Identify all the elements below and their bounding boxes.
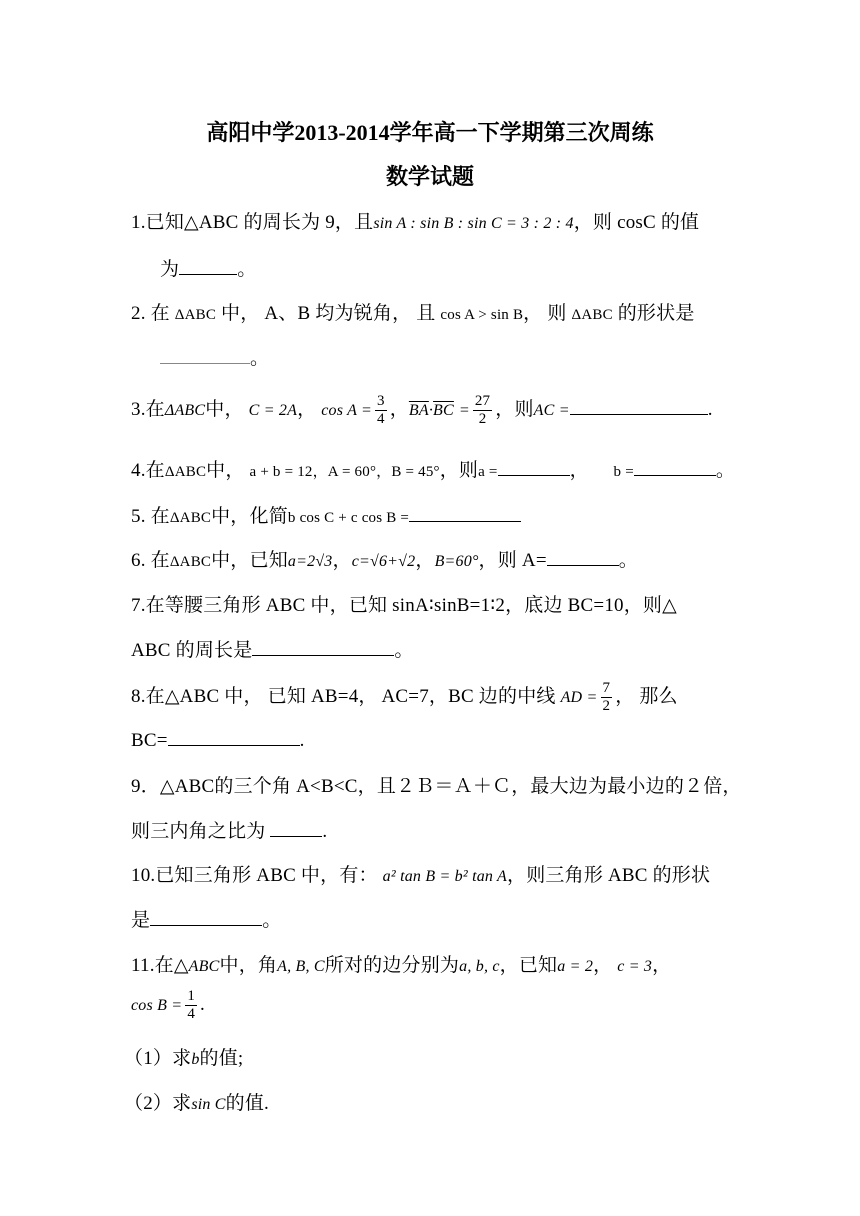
question-8-line-2: BC= . — [131, 727, 305, 752]
question-5-line: 5. 在ΔABC中，化简b cos C + c cos B = — [131, 501, 521, 528]
question-11-part-1: （1）求b的值; — [124, 1048, 244, 1069]
q11-fraction-1-4: $\frac{1}{4}$ — [187, 988, 196, 1022]
question-7-line-1: 7.在等腰三角形 ABC 中，已知 sinA∶sinB=1∶2，底边 BC=10，则△ — [131, 595, 677, 616]
question-9-line-2: 则三内角之比为 . — [131, 816, 327, 843]
question-7-line-2: ABC 的周长是 。 — [131, 635, 414, 662]
q6-answer-blank[interactable] — [547, 547, 619, 566]
q10-equation: a² tan B = b² tan A — [382, 868, 508, 885]
question-1-line-2: 为 。 — [160, 254, 256, 281]
question-10-line-2: 是 。 — [131, 905, 281, 932]
question-11-line-1: 11.在△ABC中，角A, B, C所对的边分别为a, b, c，已知a = 2， c = 3， — [131, 955, 672, 976]
question-3-line: 3.在ΔABC中， C = 2A， cos A = $\frac{3}{4}$ ，$\overline{BA}\cdot\overline{BC}$ = $\frac{27}{2}$ ，则AC = . — [131, 393, 713, 427]
question-10-line-1: 10.已知三角形 ABC 中，有： a² tan B = b² tan A，则三角形 ABC 的形状 — [131, 865, 711, 886]
question-2-line-2: 。 — [160, 343, 269, 370]
q9-answer-blank[interactable] — [270, 818, 322, 837]
q2-answer-blank[interactable] — [160, 345, 250, 364]
question-2-line-1: 2. 在 ΔABC 中， A、B 均为锐角， 且 cos A > sin B， 则 ΔABC 的形状是 — [131, 303, 695, 324]
q5-answer-blank[interactable] — [409, 503, 521, 522]
q4-a-answer-blank[interactable] — [498, 457, 570, 476]
question-8-line-1: 8.在△ABC 中， 已知 AB=4， AC=7，BC 边的中线 AD = $\frac{7}{2}$ ， 那么 — [131, 680, 678, 714]
page-subtitle: 数学试题 — [385, 164, 474, 189]
question-11-part-2: （2）求sin C的值. — [124, 1093, 270, 1114]
q3-fraction-27-2: $\frac{27}{2}$ — [474, 393, 491, 427]
question-6-line: 6. 在ΔABC中，已知a=2√3，c=√6+√2，B=60°，则 A= 。 — [131, 545, 638, 572]
page-title: 高阳中学2013-2014学年高一下学期第三次周练 — [206, 120, 654, 145]
q8-fraction-7-2: $\frac{7}{2}$ — [602, 680, 611, 714]
q1-answer-blank[interactable] — [179, 256, 237, 275]
question-1-line-1: 1.已知△ABC 的周长为 9，且sin A : sin B : sin C = 3 : 2 : 4，则 cosC 的值 — [131, 212, 700, 233]
q3-fraction-3-4: $\frac{3}{4}$ — [376, 393, 385, 427]
q4-b-answer-blank[interactable] — [634, 457, 716, 476]
q10-answer-blank[interactable] — [150, 907, 262, 926]
q1-ratio-math: sin A : sin B : sin C = 3 : 2 : 4 — [373, 215, 574, 232]
q7-answer-blank[interactable] — [252, 637, 394, 656]
question-11-line-2: cos B = $\frac{1}{4}$ . — [131, 988, 205, 1022]
q3-answer-blank[interactable] — [570, 396, 708, 415]
q8-answer-blank[interactable] — [168, 727, 300, 746]
question-9-line-1: 9．△ABC的三个角 A<B<C，且２Ｂ＝Ａ＋Ｃ，最大边为最小边的２倍， — [131, 776, 742, 797]
question-4-line: 4.在ΔABC中， a + b = 12，A = 60°，B = 45°，则a = ， b = 。 — [131, 455, 735, 482]
